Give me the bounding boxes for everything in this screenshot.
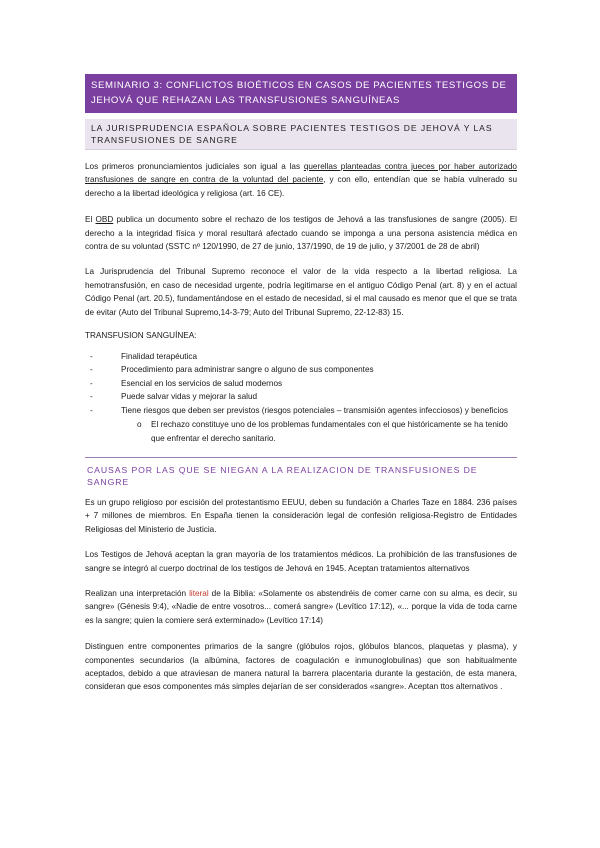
text-fragment: El [85,215,96,225]
section-divider [85,457,517,458]
list-item-text: Esencial en los servicios de salud modernos [121,378,283,388]
list-item-text: Finalidad terapéutica [121,352,198,362]
document-page [85,74,517,694]
dash-marker: - [90,392,93,402]
sublist-item [85,418,517,445]
seminar-title-banner [85,74,517,113]
dash-marker: - [90,365,93,375]
dash-marker: - [90,352,93,362]
dash-marker: - [90,378,93,388]
list-item [85,390,517,403]
text-fragment: Realizan una interpretación [85,588,190,598]
paragraph-bible-interpretation [85,587,517,627]
list-item-text: Procedimiento para administrar sangre o alguno de sus componentes [121,365,374,375]
transfusion-sublist [85,418,517,445]
circle-marker: o [137,420,142,430]
list-item-text: Puede salvar vidas y mejorar la salud [121,392,258,402]
transfusion-list [85,350,517,417]
underlined-text: OBD [95,215,114,225]
paragraph-blood-components: Distinguen entre componentes primarios de la sangre (glóbulos rojos, glóbulos blancos, plaquetas y plasma), y componentes secundarios (la albúmina, factores de coagulación e inmunoglobulinas) que son habitualmente aceptados, debido a que atraviesan de manera natural la barrera placentaria durante la gestación, de esta manera, consideran que esos componentes más simples dejarían de ser considerados «sangre». Aceptan ttos alternativos . [85,642,517,692]
dash-marker: - [90,405,93,415]
text-fragment: publica un documento sobre el rechazo de los testigos de Jehová a las transfusiones de sangre (2005). El derecho a la integridad física y moral resultará afectado cuando se imponga a una persona asistencia médica en contra de su voluntad (SSTC nº 120/1990, de 27 de junio, 137/1990, de 19 de julio, y 37/2001 de 28 de abril) [85,215,517,252]
jurisprudence-subheading [85,119,517,150]
paragraph-accept-treatments: Los Testigos de Jehová aceptan la gran mayoría de los tratamientos médicos. La prohibición de las transfusiones de sangre se integró al cuerpo doctrinal de los testigos de Jehová en 1945. Aceptan tratamientos alternativos [85,550,517,573]
list-item [85,404,517,417]
causes-section-title: CAUSAS POR LAS QUE SE NIEGAN A LA REALIZACION DE TRANSFUSIONES DE SANGRE [87,464,478,487]
transfusion-heading: TRANSFUSION SANGUÍNEA: [85,331,197,341]
paragraph-obd [85,213,517,253]
list-item [85,363,517,376]
list-item-text: Tiene riesgos que deben ser previstos (riesgos potenciales – transmisión agentes infecciosos) y beneficios [121,405,508,415]
list-item [85,377,517,390]
sublist-item-text: El rechazo constituye uno de los problemas fundamentales con el que históricamente se ha tenido que enfrentar el derecho sanitario. [151,420,508,443]
text-fragment: , y con ello, entendían que se había vulnerado su derecho a la libertad ideológica y religiosa (art. 16 CE). [85,175,517,198]
subheading-text: LA JURISPRUDENCIA ESPAÑOLA SOBRE PACIENTES TESTIGOS DE JEHOVÁ Y LAS TRANSFUSIONES DE SANGRE [91,123,493,145]
paragraph-religious-group: Es un grupo religioso por escisión del protestantismo EEUU, deben su fundación a Charles Taze en 1884. 236 países + 7 millones de miembros. En España tienen la consideración legal de confesión religiosa-Registro de Entidades Religiosas del Ministerio de Justicia. [85,497,517,534]
text-fragment: de la Biblia: «Solamente os abstendréis de comer carne con su alma, es decir, su sangre» (Génesis 9:4), «Nadie de entre vosotros... comerá sangre» (Levítico 17:12), «... porque la vida de toda carne es la sangre; quien la comiere será exterminado» (Levítico 17:14) [85,588,518,625]
text-fragment: Los primeros pronunciamientos judiciales son igual a las [85,162,304,171]
paragraph-supreme-court: La Jurisprudencia del Tribunal Supremo reconoce el valor de la vida respecto a la libertad religiosa. La hemotransfusión, en caso de necesidad urgente, podría legitimarse en el antiguo Código Penal (art. 8) y en el actual Código Penal (art. 20.5), fundamentándose en el estado de necesidad, si el mal causado es menor que el que se trata de evitar (Auto del Tribunal Supremo,14-3-79; Auto del Tribunal Supremo, 22-12-83) 15. [85,267,517,317]
underlined-text: querellas planteadas contra jueces por haber autorizado transfusiones de sangre en contra de la voluntad del paciente [85,162,517,185]
seminar-title: SEMINARIO 3: CONFLICTOS BIOÉTICOS EN CASOS DE PACIENTES TESTIGOS DE JEHOVÁ QUE REHAZAN LAS TRANSFUSIONES SANGUÍNEAS [91,80,507,106]
paragraph-first-pronouncements [85,160,517,200]
highlighted-word: literal [189,588,209,598]
list-item [85,350,517,363]
